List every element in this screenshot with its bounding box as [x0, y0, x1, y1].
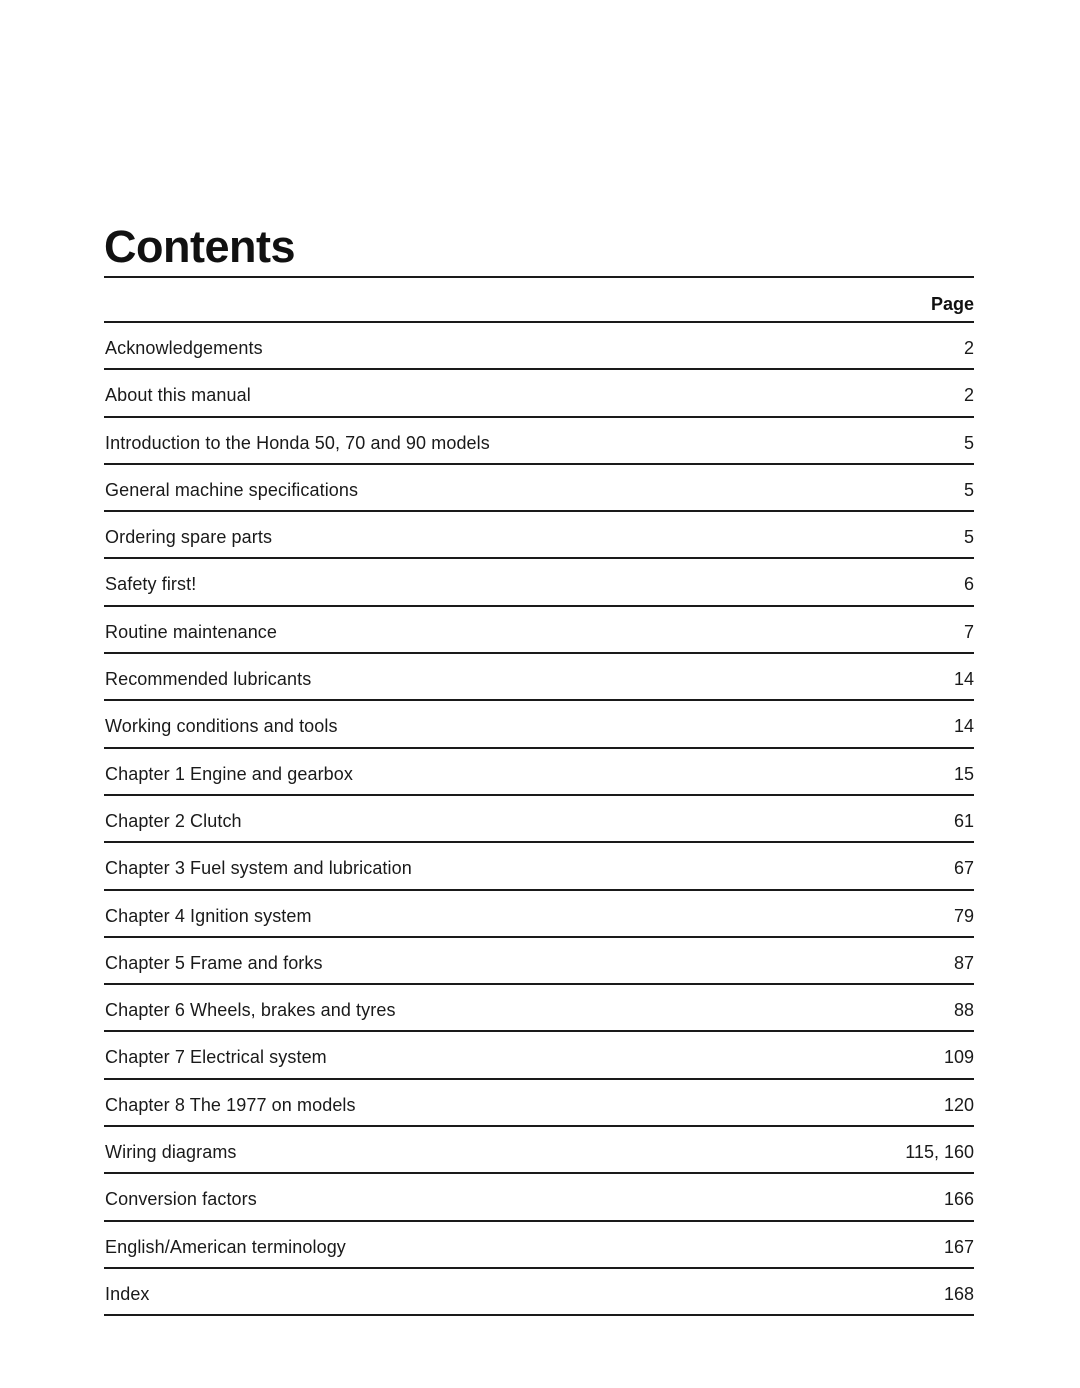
toc-entry-page: 14 [953, 716, 974, 737]
toc-entry-title: Acknowledgements [105, 338, 263, 358]
toc-entry-title: Chapter 4 Ignition system [105, 905, 312, 926]
toc-entry-title: Chapter 2 Clutch [105, 810, 242, 831]
toc-entry-title: Recommended lubricants [105, 669, 312, 690]
toc-entry-page: 5 [963, 479, 974, 500]
toc-entry [104, 891, 974, 938]
toc-header-row [104, 276, 974, 323]
toc-entry-title: Routine maintenance [105, 621, 278, 642]
toc-entry-title: Chapter 8 The 1977 on models [105, 1094, 356, 1115]
toc-entry-title: Chapter 5 Frame and forks [105, 952, 323, 973]
toc-entry-page: 14 [953, 669, 974, 690]
toc-entry-page: 88 [953, 1000, 974, 1021]
toc-entry-page: 7 [963, 621, 974, 642]
toc-entry [104, 985, 974, 1032]
toc-entry-title: Safety first! [105, 574, 197, 595]
toc-entry-title: Ordering spare parts [105, 527, 273, 548]
toc-entry-page: 79 [953, 905, 974, 926]
toc-entry [104, 512, 974, 559]
toc-entry-page: 5 [963, 527, 974, 548]
toc-entry [104, 1174, 974, 1221]
toc-entry-page: 2 [963, 385, 974, 406]
toc-entry-page: 166 [943, 1189, 974, 1210]
toc-entry-page: 120 [943, 1094, 974, 1115]
toc-entry [104, 1222, 974, 1269]
toc-entries [104, 323, 974, 1316]
toc-entry-page: 2 [963, 338, 974, 358]
toc-entry [104, 1269, 974, 1316]
toc-entry-page: 6 [963, 574, 974, 595]
toc-entry-title: Index [105, 1283, 150, 1304]
toc-entry-page: 168 [943, 1283, 974, 1304]
toc-entry-title: Chapter 7 Electrical system [105, 1047, 327, 1068]
toc-entry-title: About this manual [105, 385, 251, 406]
page-title: Contents [104, 221, 295, 272]
toc-entry [104, 1032, 974, 1079]
toc-entry [104, 701, 974, 748]
toc-entry-page: 5 [963, 432, 974, 453]
page-column-label: Page [930, 294, 974, 314]
toc-entry-title: Chapter 1 Engine and gearbox [105, 763, 353, 784]
toc-entry [104, 1127, 974, 1174]
toc-entry [104, 370, 974, 417]
toc-entry [104, 938, 974, 985]
toc-entry-page: 15 [953, 763, 974, 784]
toc-entry-title: Wiring diagrams [105, 1142, 237, 1163]
toc-entry-title: Working conditions and tools [105, 716, 338, 737]
toc-entry [104, 418, 974, 465]
toc-entry-title: Introduction to the Honda 50, 70 and 90 models [105, 432, 490, 453]
toc-entry [104, 796, 974, 843]
toc-entry-title: Chapter 3 Fuel system and lubrication [105, 858, 412, 879]
toc-entry [104, 559, 974, 606]
toc-entry [104, 1080, 974, 1127]
toc-entry-page: 109 [943, 1047, 974, 1068]
toc-entry-page: 87 [953, 952, 974, 973]
toc-entry-title: General machine specifications [105, 479, 359, 500]
toc-entry [104, 749, 974, 796]
toc-entry-page: 61 [953, 810, 974, 831]
toc-entry [104, 323, 974, 370]
toc-entry-page: 67 [953, 858, 974, 879]
toc-entry [104, 465, 974, 512]
toc-entry-title: Conversion factors [105, 1189, 257, 1210]
toc-entry-title: Chapter 6 Wheels, brakes and tyres [105, 1000, 396, 1021]
table-of-contents [104, 276, 974, 1316]
toc-entry [104, 607, 974, 654]
toc-entry-title: English/American terminology [105, 1236, 346, 1257]
toc-entry-page: 115, 160 [905, 1142, 974, 1163]
toc-entry-page: 167 [943, 1236, 974, 1257]
toc-entry [104, 843, 974, 890]
toc-entry [104, 654, 974, 701]
